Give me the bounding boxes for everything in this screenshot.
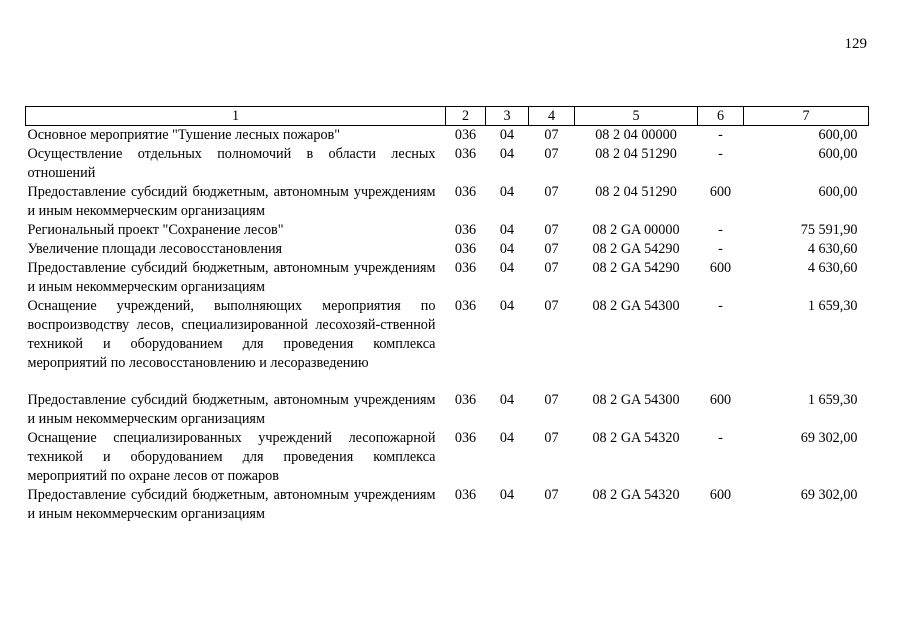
row-col-7: 4 630,60 — [807, 241, 858, 257]
row-col-7: 69 302,00 — [800, 487, 858, 503]
row-col-2: 036 — [454, 430, 477, 446]
row-col-4: 07 — [544, 392, 559, 408]
row-col-2: 036 — [454, 260, 477, 276]
row-description: Увеличение площади лесовосстановления — [27, 241, 283, 257]
row-col-4: 07 — [544, 260, 559, 276]
row-col-2: 036 — [454, 184, 477, 200]
table-row — [26, 259, 869, 297]
table-row — [26, 240, 869, 259]
row-description: Оснащение специализированных учреждений лесопожарной техникой и оборудованием для проведения комплекса мероприятий по охране лесов от пожаров — [27, 430, 436, 484]
row-col-3: 04 — [499, 298, 515, 314]
row-col-5: 08 2 GA 54300 — [592, 298, 680, 314]
row-col-5: 08 2 GA 54300 — [592, 392, 680, 408]
header-col-6: 6 — [698, 107, 744, 126]
row-col-7: 600,00 — [818, 184, 858, 200]
row-description: Предоставление субсидий бюджетным, автономным учреждениям и иным некоммерческим организациям — [27, 260, 436, 295]
row-col-6: 600 — [709, 392, 732, 408]
row-col-2: 036 — [454, 241, 477, 257]
row-col-3: 04 — [499, 392, 515, 408]
header-col-5: 5 — [575, 107, 698, 126]
table-row — [26, 126, 869, 146]
row-col-6: 600 — [709, 260, 732, 276]
page-number: 129 — [844, 36, 867, 52]
header-row — [26, 107, 869, 126]
row-description: Осуществление отдельных полномочий в области лесных отношений — [27, 146, 436, 181]
row-col-6: - — [718, 298, 723, 314]
header-col-7: 7 — [744, 107, 869, 126]
row-col-4: 07 — [544, 127, 559, 143]
budget-table — [25, 106, 869, 524]
table-row — [26, 486, 869, 524]
row-col-4: 07 — [544, 487, 559, 503]
table-row — [26, 221, 869, 240]
row-col-6: - — [718, 146, 723, 162]
row-col-5: 08 2 04 00000 — [595, 127, 677, 143]
row-col-3: 04 — [499, 487, 515, 503]
row-col-2: 036 — [454, 298, 477, 314]
row-col-4: 07 — [544, 222, 559, 238]
row-col-7: 4 630,60 — [807, 260, 858, 276]
row-col-5: 08 2 04 51290 — [595, 146, 677, 162]
row-col-3: 04 — [499, 146, 515, 162]
row-col-7: 69 302,00 — [800, 430, 858, 446]
row-col-6: 600 — [709, 487, 732, 503]
row-description: Предоставление субсидий бюджетным, автономным учреждениям и иным некоммерческим организациям — [27, 184, 436, 219]
row-col-4: 07 — [544, 298, 559, 314]
table-row — [26, 429, 869, 486]
header-col-2: 2 — [446, 107, 486, 126]
row-col-7: 600,00 — [818, 146, 858, 162]
row-col-7: 1 659,30 — [807, 298, 858, 314]
row-col-3: 04 — [499, 127, 515, 143]
row-col-5: 08 2 GA 00000 — [592, 222, 680, 238]
row-col-5: 08 2 GA 54290 — [592, 241, 680, 257]
row-col-5: 08 2 GA 54290 — [592, 260, 680, 276]
row-description: Основное мероприятие "Тушение лесных пожаров" — [27, 127, 341, 143]
row-col-7: 75 591,90 — [800, 222, 858, 238]
row-col-6: - — [718, 241, 723, 257]
table-row — [26, 183, 869, 221]
row-col-5: 08 2 04 51290 — [595, 184, 677, 200]
table-row — [26, 145, 869, 183]
row-col-6: - — [718, 430, 723, 446]
row-col-7: 1 659,30 — [807, 392, 858, 408]
row-col-7: 600,00 — [818, 127, 858, 143]
row-description: Предоставление субсидий бюджетным, автономным учреждениям и иным некоммерческим организациям — [27, 392, 436, 427]
row-col-2: 036 — [454, 146, 477, 162]
budget-table-container — [25, 106, 868, 524]
spacer-cell — [26, 373, 869, 391]
table-row — [26, 391, 869, 429]
header-col-4: 4 — [529, 107, 575, 126]
row-col-5: 08 2 GA 54320 — [592, 487, 680, 503]
row-col-4: 07 — [544, 430, 559, 446]
header-col-3: 3 — [486, 107, 529, 126]
row-col-5: 08 2 GA 54320 — [592, 430, 680, 446]
row-col-4: 07 — [544, 241, 559, 257]
row-col-4: 07 — [544, 146, 559, 162]
header-col-1: 1 — [26, 107, 446, 126]
row-col-3: 04 — [499, 184, 515, 200]
row-col-6: 600 — [709, 184, 732, 200]
row-col-4: 07 — [544, 184, 559, 200]
row-col-3: 04 — [499, 260, 515, 276]
table-row — [26, 297, 869, 373]
row-col-2: 036 — [454, 222, 477, 238]
row-col-2: 036 — [454, 127, 477, 143]
row-col-6: - — [718, 222, 723, 238]
row-col-2: 036 — [454, 487, 477, 503]
row-col-3: 04 — [499, 241, 515, 257]
row-col-6: - — [718, 127, 723, 143]
row-col-3: 04 — [499, 222, 515, 238]
row-description: Оснащение учреждений, выполняющих мероприятия по воспроизводству лесов, специализированной лесохозяй-ственной техникой и оборудованием для проведения комплекса мероприятий по лесовосстановлению и лесоразведению — [27, 298, 436, 371]
spacer-row — [26, 373, 869, 391]
row-description: Региональный проект "Сохранение лесов" — [27, 222, 284, 238]
row-col-2: 036 — [454, 392, 477, 408]
row-description: Предоставление субсидий бюджетным, автономным учреждениям и иным некоммерческим организациям — [27, 487, 436, 522]
row-col-3: 04 — [499, 430, 515, 446]
